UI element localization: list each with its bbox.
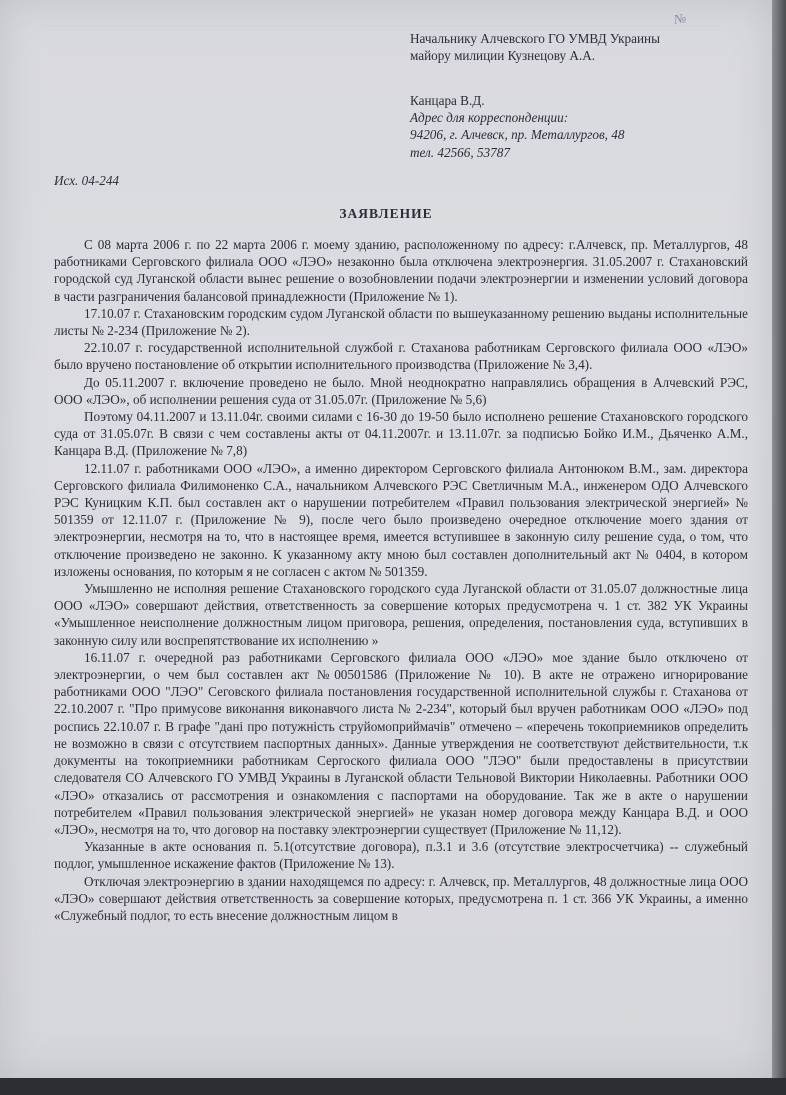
document-title: ЗАЯВЛЕНИЕ	[339, 206, 433, 221]
sender-address-label: Адрес для корреспонденции:	[410, 110, 569, 126]
body-paragraph: 22.10.07 г. государственной исполнительной службой г. Стаханова работникам Серговского филиала ООО «ЛЭО» было вручено постановление об открытии исполнительного производства (Приложение № 3,4).	[54, 340, 748, 373]
body-paragraph: Поэтому 04.11.2007 и 13.11.04г. своими силами с 16-30 до 19-50 было исполнено решение Стахановского городского суда от 31.05.07г. В связи с чем составлены акты от 04.11.2007г. и 13.11.07г. за подписью Бойко И.М., Дьяченко А.М., Канцара В.Д. (Приложение № 7,8)	[54, 409, 748, 459]
body-paragraph: Указанные в акте основания п. 5.1(отсутствие договора), п.3.1 и 3.6 (отсутствие электросчетчика) -- служебный подлог, умышленное искажение фактов (Приложение № 13).	[54, 839, 748, 872]
sender-block	[410, 92, 750, 161]
handwritten-corner-mark: №	[673, 10, 688, 27]
body-paragraph: 12.11.07 г. работниками ООО «ЛЭО», а именно директором Серговского филиала Антонюком В.М., зам. директора Серговского филиала Филимоненко С.А., начальником Алчевского РЭС Светличным М.А., инженером ОДО Алчевского РЭС Куницким К.П. был составлен акт о нарушении потребителем «Правил пользования электрической энергией» № 501359 от 12.11.07 г. (Приложение № 9), после чего было произведено очередное отключение моего здания от электроэнергии, несмотря на то, что в настоящее время, имеется вступившее в законную силу решение суда, о том, что отключение произведено не законно. К указанному акту мною был составлен дополнительный акт № 0404, в котором изложены основания, по которым я не согласен с актом № 501359.	[54, 460, 748, 579]
body-paragraph: 17.10.07 г. Стахановским городским судом Луганской области по вышеуказанному решению выданы исполнительные листы № 2-234 (Приложение № 2).	[54, 305, 748, 339]
document-body	[54, 236, 748, 924]
sender-name: Канцара В.Д.	[410, 93, 485, 108]
sender-address: 94206, г. Алчевск, пр. Металлургов, 48	[410, 127, 625, 143]
addressee-line: майору милиции Кузнецову А.А.	[410, 48, 596, 64]
scan-edge-right	[772, 0, 786, 1095]
scan-edge-bottom	[0, 1078, 786, 1095]
outgoing-number: Исх. 04-244	[54, 173, 120, 188]
body-paragraph: С 08 марта 2006 г. по 22 марта 2006 г. моему зданию, расположенному по адресу: г.Алчевск, пр. Металлургов, 48 работниками Серговского филиала ООО «ЛЭО» незаконно была отключена электроэнергия. 31.05.2007 г. Стахановский городской суд Луганской области вынес решение о возобновлении подачи электроэнергии и изменении условий договора в части разграничения балансовой принадлежности (Приложение № 1).	[54, 237, 748, 304]
addressee-block	[410, 30, 750, 64]
body-paragraph: Отключая электроэнергию в здании находящемся по адресу: г. Алчевск, пр. Металлургов, 48 должностные лица ООО «ЛЭО» совершают действия ответственность за совершение которых, предусмотрена п. 1 ст. 366 УК Украины, а именно «Служебный подлог, то есть внесение должностным лицом в	[54, 873, 748, 923]
body-paragraph: 16.11.07 г. очередной раз работниками Серговского филиала ООО «ЛЭО» мое здание было отключено от электроэнергии, о чем был составлен акт №00501586 (Приложение № 10). В акте не отражено игнорирование работниками ООО "ЛЭО" Сеговского филиала постановления государственной исполнительной службы г. Стаханова от 22.10.2007 г. "Про примусове виконання виконавчого листа № 2-234", который был вручен работникам ООО «ЛЭО» под роспись 22.10.07 г. В графе "дані про потужність струйомоприймачів" отмечено – «перечень токоприемников определить не возможно в связи с отсутствием паспортных данных». Данные утверждения не соответствуют действительности, т.к документы на токоприемники работникам Сергоского филиала ООО "ЛЭО" были предоставлены в присутствии следователя СО Алчевского ГО УМВД Украины в Луганской области Тельновой Виктории Николаевны. Работники ООО «ЛЭО» отказались от рассмотрения и ознакомления с паспортами на оборудование. Так же в акте о нарушении потребителем «Правил пользования электрической энергией» не указан номер договора между Канцара В.Д. и ООО «ЛЭО», несмотря на то, что договор на поставку электроэнергии существует (Приложение № 11,12).	[54, 649, 748, 837]
addressee-line: Начальнику Алчевского ГО УМВД Украины	[410, 31, 660, 46]
sender-phone: тел. 42566, 53787	[410, 144, 510, 160]
body-paragraph: Умышленно не исполняя решение Стахановского городского суда Луганской области от 31.05.07 должностные лица ООО «ЛЭО» совершают действия, ответственность за совершение которых предусмотрена ч. 1 ст. 382 УК Украины «Умышленное неисполнение должностным лицом приговора, решения, определения, постановления суда, вступивших в законную силу или воспрепятствование их исполнению »	[54, 581, 748, 648]
body-paragraph: До 05.11.2007 г. включение проведено не было. Мной неоднократно направлялись обращения в Алчевский РЭС, ООО «ЛЭО», об исполнении решения суда от 31.05.07г. (Приложение № 5,6)	[54, 374, 748, 407]
